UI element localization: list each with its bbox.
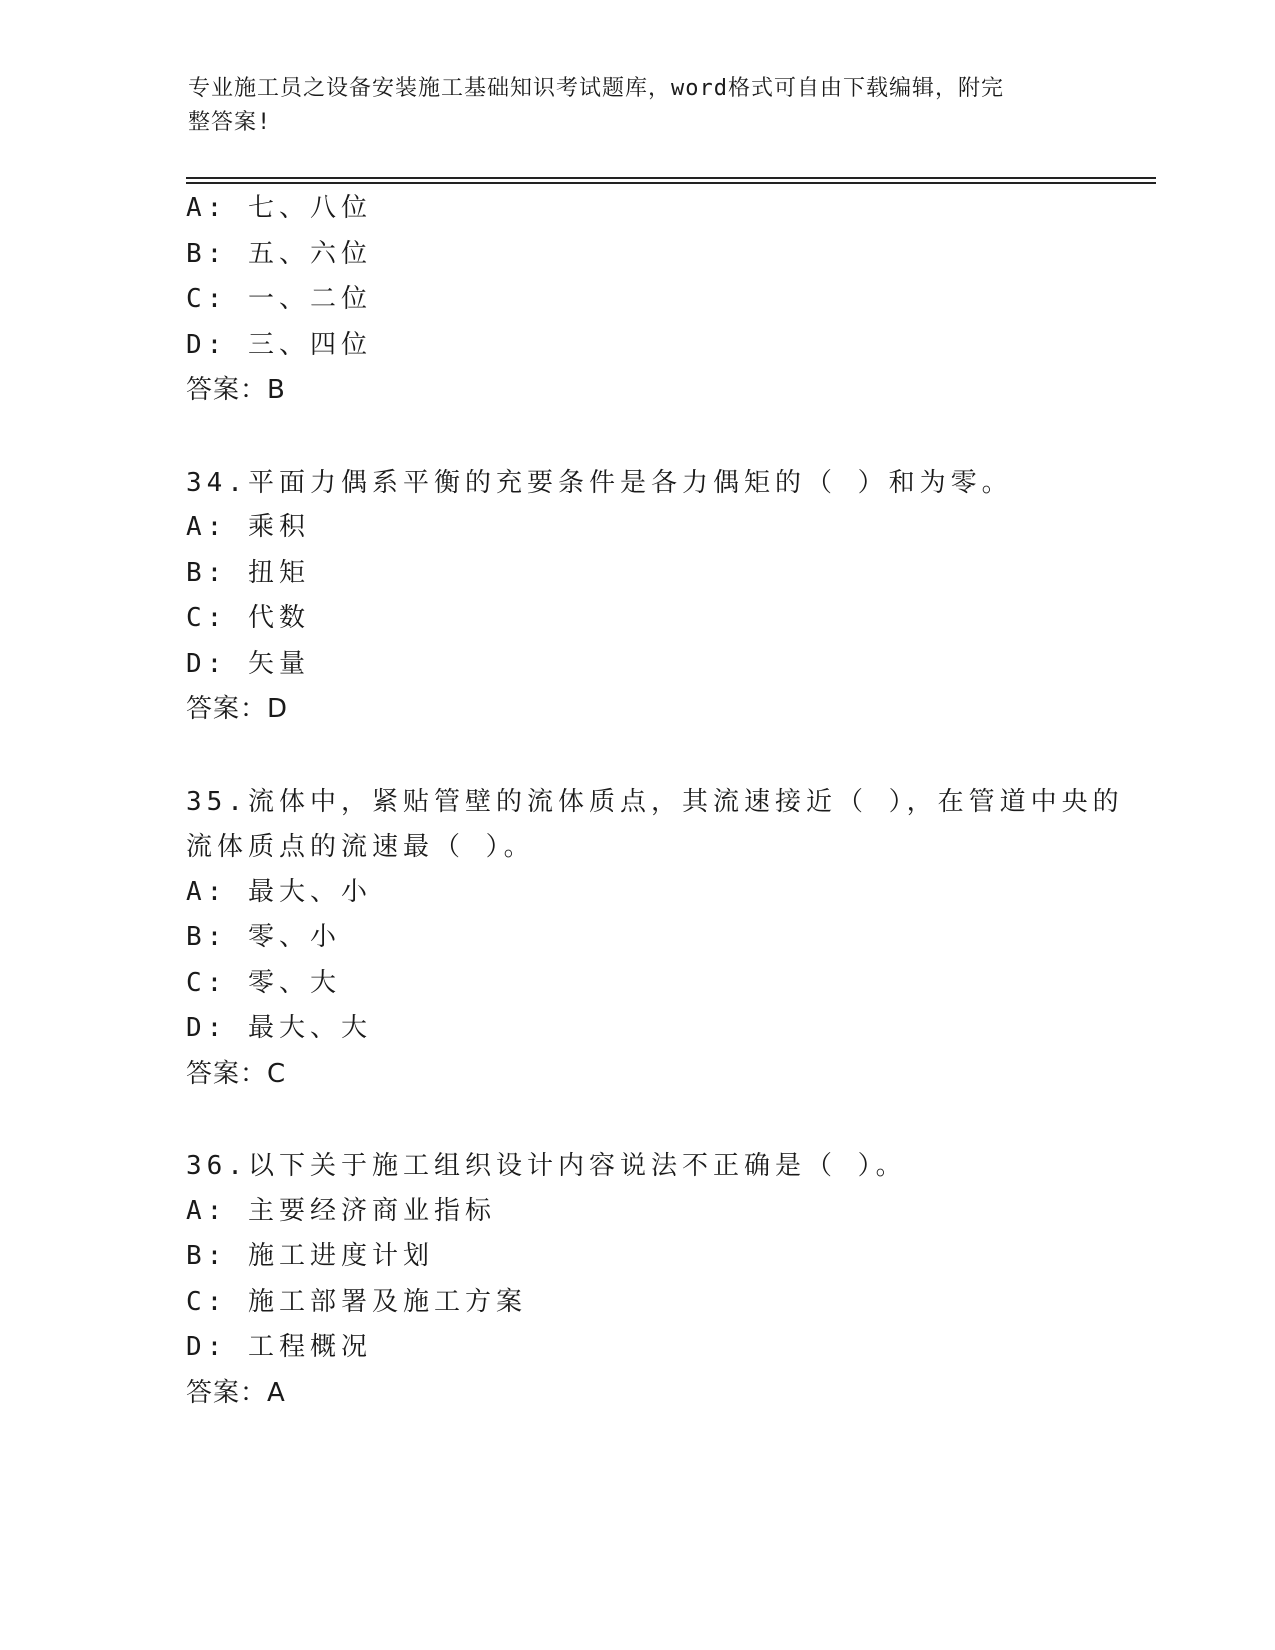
option-b: B: 施工进度计划 (186, 1241, 434, 1271)
question-stem: 36.以下关于施工组织设计内容说法不正确是（ ）。 (186, 1151, 907, 1181)
option-a: A: 乘积 (186, 512, 310, 542)
document-header (188, 72, 1068, 140)
option-d: D: 工程概况 (186, 1332, 372, 1362)
header-divider-bottom (186, 182, 1156, 184)
answer: 答案：A (186, 1377, 286, 1408)
question-list (186, 186, 1124, 1416)
spacer (186, 414, 1086, 460)
option-b: B: 扭矩 (186, 557, 310, 588)
spacer (186, 1097, 1086, 1143)
question-36 (186, 1143, 1086, 1416)
question-33 (186, 186, 1086, 414)
option-a: A: 七、八位 (186, 193, 372, 223)
spacer (186, 733, 1086, 779)
header-line-2: 整答案! (188, 110, 272, 135)
option-a: A: 最大、小 (186, 876, 372, 907)
question-stem: 34.平面力偶系平衡的充要条件是各力偶矩的（ ）和为零。 (186, 467, 1013, 498)
option-b: B: 零、小 (186, 922, 341, 952)
question-stem-line-2: 流体质点的流速最（ ）。 (186, 832, 535, 862)
question-35 (186, 779, 1124, 1098)
answer: 答案：C (186, 1058, 287, 1089)
answer: 答案：B (186, 375, 286, 405)
option-d: D: 三、四位 (186, 329, 372, 360)
option-b: B: 五、六位 (186, 238, 372, 269)
option-c: C: 一、二位 (186, 284, 372, 314)
header-divider-top (186, 177, 1156, 179)
option-c: C: 零、大 (186, 967, 341, 998)
option-d: D: 矢量 (186, 648, 310, 679)
option-c: C: 施工部署及施工方案 (186, 1286, 527, 1317)
answer: 答案：D (186, 694, 289, 724)
option-d: D: 最大、大 (186, 1013, 372, 1043)
question-stem-line-1: 35.流体中，紧贴管壁的流体质点，其流速接近（ ），在管道中央的 (186, 786, 1124, 817)
option-c: C: 代数 (186, 603, 310, 633)
option-a: A: 主要经济商业指标 (186, 1195, 496, 1226)
question-34 (186, 460, 1086, 733)
header-line-1: 专业施工员之设备安装施工基础知识考试题库，word格式可自由下载编辑，附完 (188, 76, 1004, 101)
